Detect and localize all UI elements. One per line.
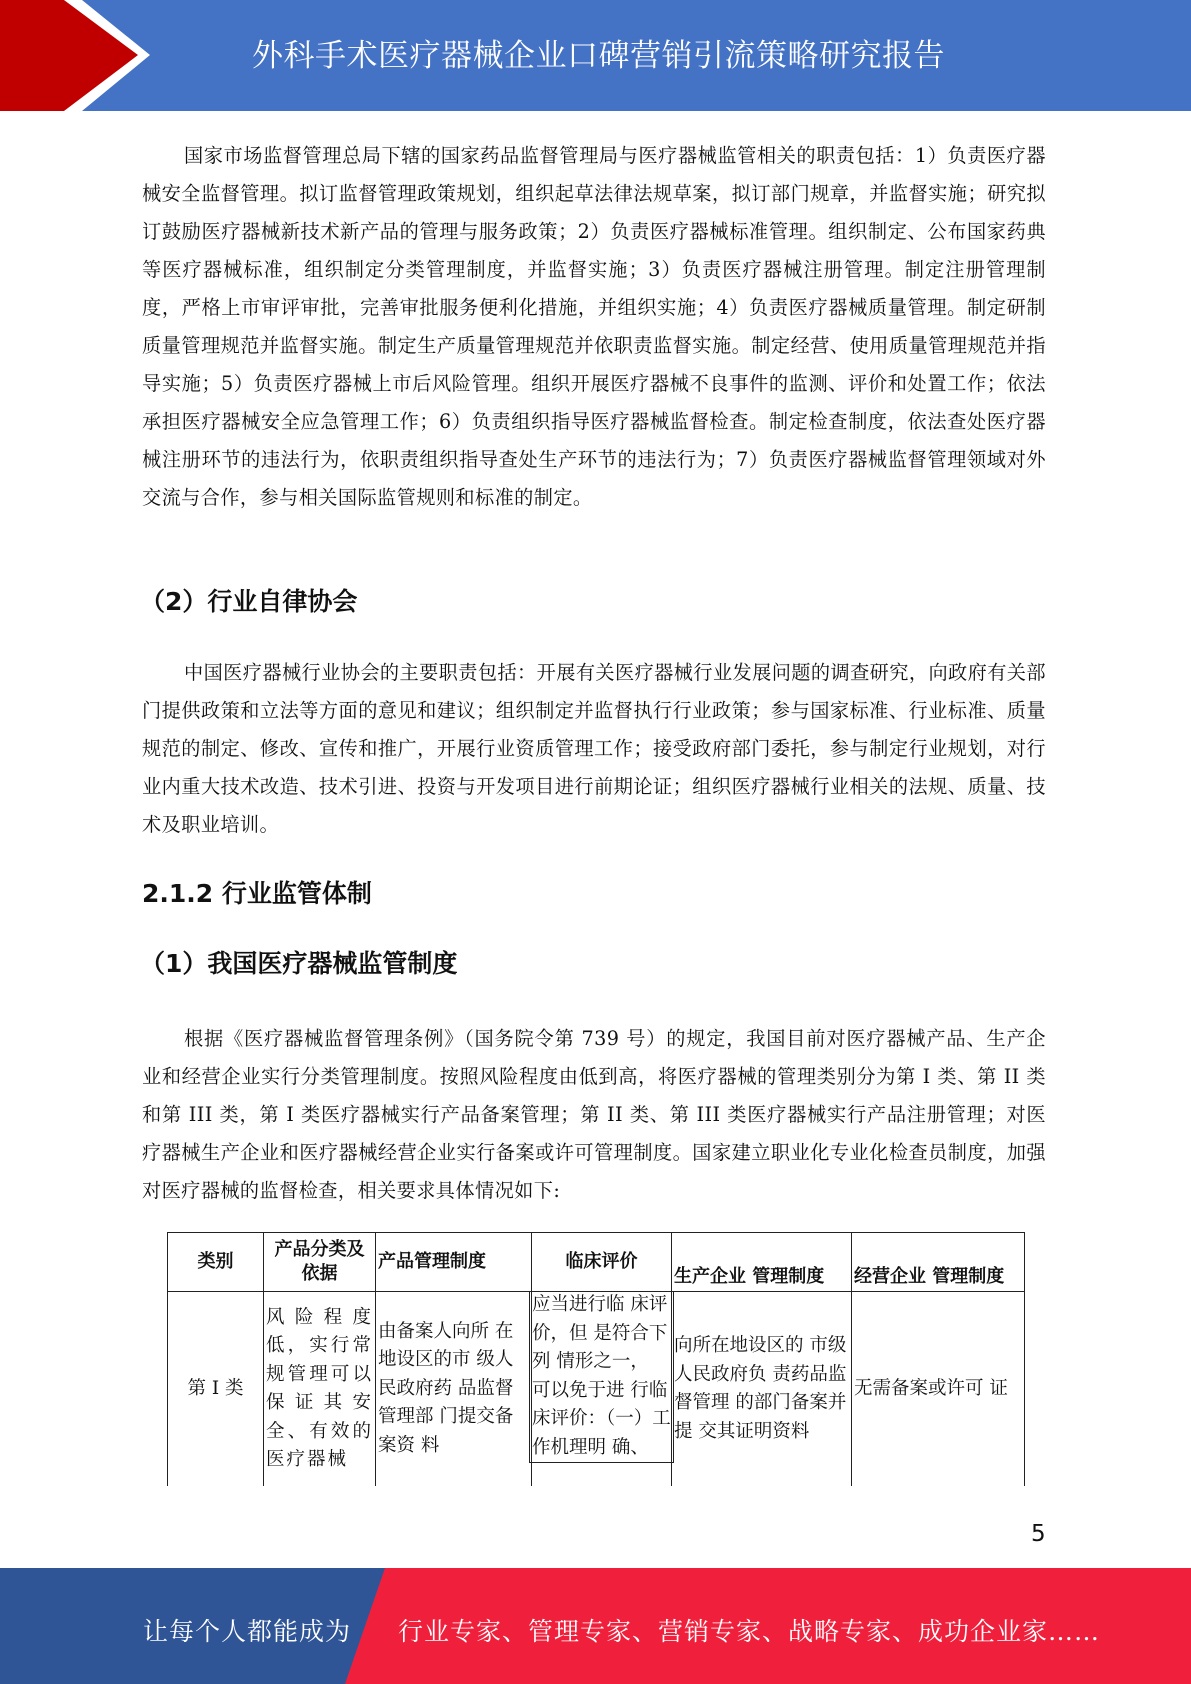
- clinical-evaluation-text: 应当进行临 床评价，但 是符合下列 情形之一， 可以免于进 行临床评价：（一）工作机理明 确、: [529, 1291, 674, 1463]
- heading-industry-association: （2）行业自律协会: [140, 587, 358, 616]
- header-clinical-evaluation: 临床评价: [532, 1233, 672, 1292]
- paragraph-classification: 根据《医疗器械监督管理条例》（国务院令第 739 号）的规定，我国目前对医疗器械产品、生产企业和经营企业实行分类管理制度。按照风险程度由低到高，将医疗器械的管理类别分为第 I 类、第 II 类和第 III 类，第 I 类医疗器械实行产品备案管理；第 II 类、第 III 类医疗器械实行产品注册管理；对医疗器械生产企业和医疗器械经营企业实行备案或许可管理制度。国家建立职业化专业化检查员制度，加强对医疗器械的监督检查，相关要求具体情况如下:: [142, 1027, 1046, 1202]
- paragraph-nmpa-duties: 国家市场监督管理总局下辖的国家药品监督管理局与医疗器械监管相关的职责包括：1）负责医疗器械安全监督管理。拟订监督管理政策规划，组织起草法律法规草案，拟订部门规章，并监督实施；研究拟订鼓励医疗器械新技术新产品的管理与服务政策；2）负责医疗器械标准管理。组织制定、公布国家药典等医疗器械标准，组织制定分类管理制度，并监督实施；3）负责医疗器械注册管理。制定注册管理制度，严格上市审评审批，完善审批服务便利化措施，并组织实施；4）负责医疗器械质量管理。制定研制质量管理规范并监督实施。制定生产质量管理规范并依职责监督实施。制定经营、使用质量管理规范并指导实施；5）负责医疗器械上市后风险管理。组织开展医疗器械不良事件的监测、评价和处置工作；依法承担医疗器械安全应急管理工作；6）负责组织指导医疗器械监督检查。制定检查制度，依法查处医疗器械注册环节的违法行为，依职责组织指导查处生产环节的违法行为；7）负责医疗器械监督管理领域对外交流与合作，参与相关国际监管规则和标准的制定。: [142, 144, 1046, 509]
- table-row: [168, 1292, 1025, 1487]
- report-title: 外科手术医疗器械企业口碑营销引流策略研究报告: [252, 38, 945, 74]
- regulation-table: [167, 1232, 1025, 1486]
- footer-slogan-right: 行业专家、管理专家、营销专家、战略专家、成功企业家……: [398, 1617, 1101, 1646]
- cell-category: 第 I 类: [168, 1292, 264, 1487]
- page-header: [0, 0, 1191, 111]
- header-product-management: 产品管理制度: [376, 1233, 532, 1292]
- heading-section-2-1-2: 2.1.2 行业监管体制: [142, 879, 372, 908]
- footer-slogan-left: 让每个人都能成为: [143, 1617, 352, 1646]
- cell-distributor-management: 无需备案或许可 证: [852, 1292, 1025, 1487]
- header-category: 类别: [168, 1233, 264, 1292]
- header-manufacturer-management: 生产企业 管理制度: [672, 1233, 852, 1292]
- cell-clinical-evaluation: [532, 1292, 672, 1487]
- table-header-row: [168, 1233, 1025, 1292]
- heading-regulatory-system: （1）我国医疗器械监管制度: [140, 949, 458, 978]
- page-footer: [0, 1568, 1191, 1684]
- header-distributor-management: 经营企业 管理制度: [852, 1233, 1025, 1292]
- header-classification-basis: 产品分类及依据: [264, 1233, 376, 1292]
- paragraph-association-duties: 中国医疗器械行业协会的主要职责包括：开展有关医疗器械行业发展问题的调查研究，向政府有关部门提供政策和立法等方面的意见和建议；组织制定并监督执行行业政策；参与国家标准、行业标准、质量规范的制定、修改、宣传和推广，开展行业资质管理工作；接受政府部门委托，参与制定行业规划，对行业内重大技术改造、技术引进、投资与开发项目进行前期论证；组织医疗器械行业相关的法规、质量、技术及职业培训。: [142, 661, 1046, 836]
- cell-classification-basis: 风险程度低，实行常规管理可以保证其安全、有效的医疗器械: [264, 1292, 376, 1487]
- page-number: 5: [1031, 1521, 1046, 1547]
- cell-manufacturer-management: 向所在地设区的 市级人民政府负 责药品监督管理 的部门备案并提 交其证明资料: [672, 1292, 852, 1487]
- cell-product-management: 由备案人向所 在地设区的市 级人民政府药 品监督管理部 门提交备案资 料: [376, 1292, 532, 1487]
